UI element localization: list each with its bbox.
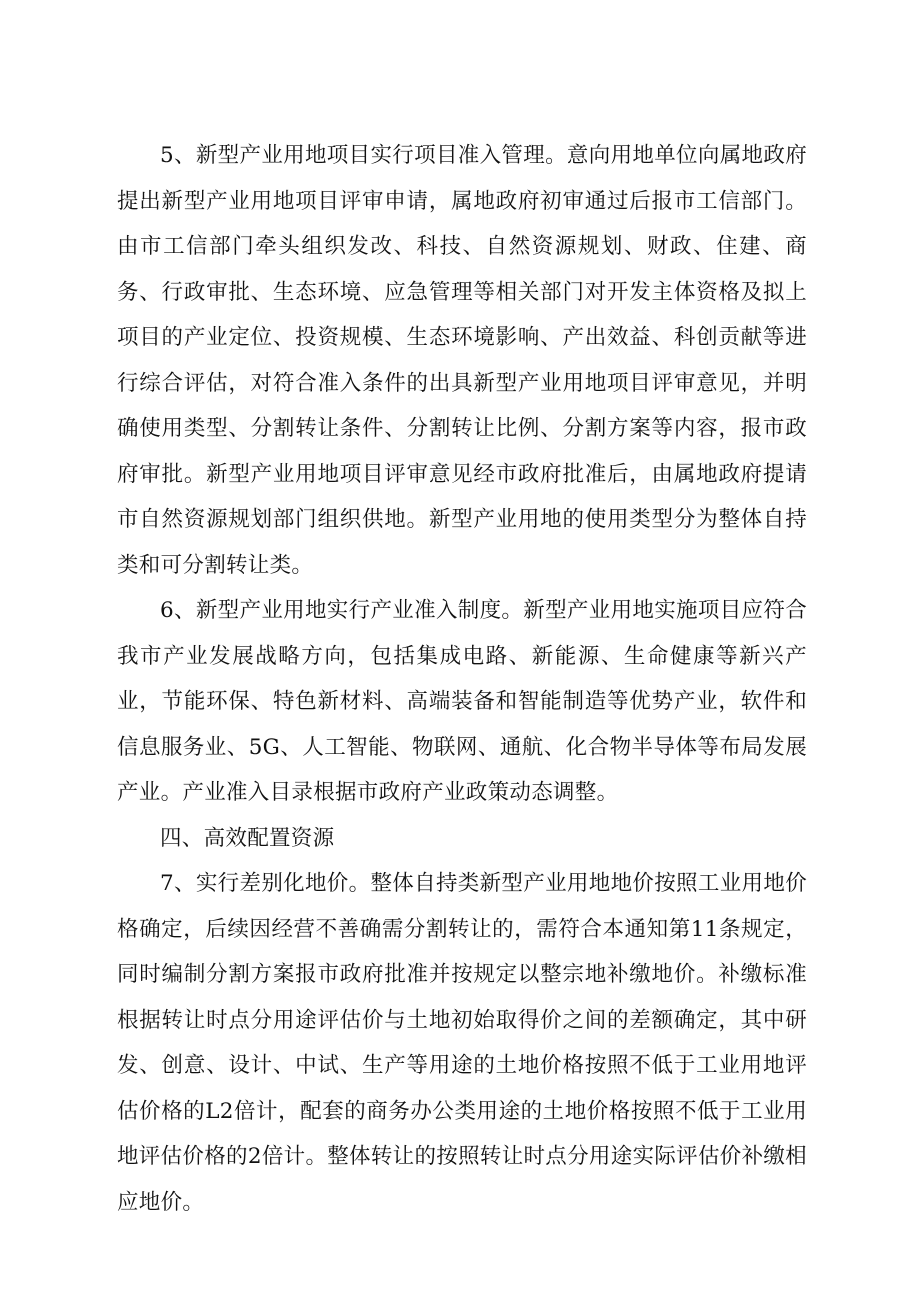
paragraph-6: 6、新型产业用地实行产业准入制度。新型产业用地实施项目应符合我市产业发展战略方向，包括集成电路、新能源、生命健康等新兴产业，节能环保、特色新材料、高端装备和智能制造等优势产业，软件和信息服务业、5G、人工智能、物联网、通航、化合物半导体等布局发展产业。产业准入目录根据市政府产业政策动态调整。 [117,598,807,805]
paragraph-5: 5、新型产业用地项目实行项目准入管理。意向用地单位向属地政府提出新型产业用地项目评审申请，属地政府初审通过后报市工信部门。由市工信部门牵头组织发改、科技、自然资源规划、财政、住建、商务、行政审批、生态环境、应急管理等相关部门对开发主体资格及拟上项目的产业定位、投资规模、生态环境影响、产出效益、科创贡献等进行综合评估，对符合准入条件的出具新型产业用地项目评审意见，并明确使用类型、分割转让条件、分割转让比例、分割方案等内容，报市政府审批。新型产业用地项目评审意见经市政府批准后，由属地政府提请市自然资源规划部门组织供地。新型产业用地的使用类型分为整体自持类和可分割转让类。 [117,143,807,578]
section-heading-4: 四、高效配置资源 [160,825,335,851]
paragraph-7: 7、实行差别化地价。整体自持类新型产业用地地价按照工业用地价格确定，后续因经营不善确需分割转让的，需符合本通知第11条规定，同时编制分割方案报市政府批准并按规定以整宗地补缴地价。补缴标准根据转让时点分用途评估价与土地初始取得价之间的差额确定，其中研发、创意、设计、中试、生产等用途的土地价格按照不低于工业用地评估价格的L2倍计，配套的商务办公类用途的土地价格按照不低于工业用地评估价格的2倍计。整体转让的按照转让时点分用途实际评估价补缴相应地价。 [117,871,807,1215]
document-body [117,133,807,1225]
